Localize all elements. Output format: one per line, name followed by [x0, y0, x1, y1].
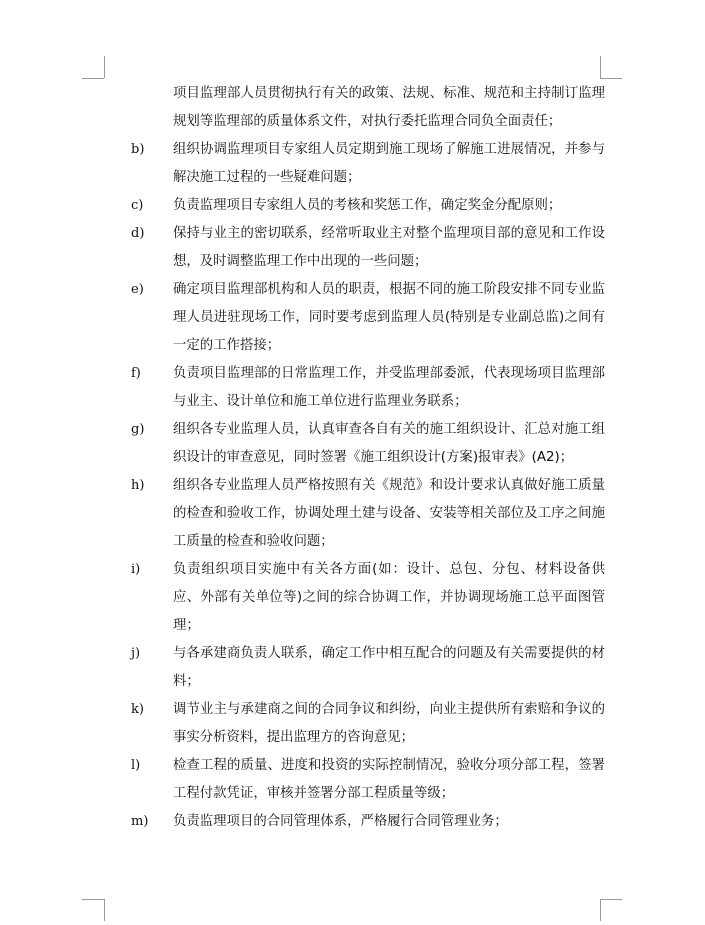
list-item-text: 负责项目监理部的日常监理工作，并受监理部委派，代表现场项目监理部与业主、设计单位和施工单位进行监理业务联系； — [173, 366, 605, 409]
continuation-paragraph — [0, 80, 705, 136]
paragraph-text: 项目监理部人员贯彻执行有关的政策、法规、标准、规范和主持制订监理规划等监理部的质量体系文件，对执行委托监理合同负全面责任； — [173, 86, 605, 129]
list-item-g — [0, 416, 705, 472]
list-item-text: 与各承建商负责人联系，确定工作中相互配合的问题及有关需要提供的材料； — [173, 646, 605, 689]
list-marker: i) — [131, 562, 141, 577]
list-item-text: 检查工程的质量、进度和投资的实际控制情况，验收分项分部工程，签署工程付款凭证，审核并签署分部工程质量等级； — [173, 758, 605, 801]
list-marker: k) — [131, 702, 144, 717]
list-marker: f) — [131, 366, 141, 381]
list-item-text: 保持与业主的密切联系，经常听取业主对整个监理项目部的意见和工作设想，及时调整监理工作中出现的一些问题； — [173, 226, 605, 269]
document-body — [0, 80, 705, 836]
list-marker: h) — [131, 478, 145, 493]
list-marker: m) — [131, 814, 149, 829]
list-marker: d) — [131, 226, 145, 241]
list-marker: g) — [131, 422, 145, 437]
list-item-c — [0, 192, 705, 220]
list-item-text: 组织各专业监理人员严格按照有关《规范》和设计要求认真做好施工质量的检查和验收工作，协调处理土建与设备、安装等相关部位及工序之间施工质量的检查和验收问题； — [173, 478, 605, 549]
list-item-text: 确定项目监理部机构和人员的职责，根据不同的施工阶段安排不同专业监理人员进驻现场工作，同时要考虑到监理人员(特别是专业副总监)之间有一定的工作搭接； — [173, 282, 605, 353]
list-item-text: 负责监理项目的合同管理体系，严格履行合同管理业务； — [173, 814, 508, 829]
list-item-text: 负责监理项目专家组人员的考核和奖惩工作，确定奖金分配原则； — [173, 198, 562, 213]
list-marker: e) — [131, 282, 144, 297]
list-item-f — [0, 360, 705, 416]
list-item-d — [0, 220, 705, 276]
list-item-m — [0, 808, 705, 836]
list-item-e — [0, 276, 705, 360]
list-marker: c) — [131, 198, 144, 213]
list-marker: b) — [131, 142, 145, 157]
list-item-l — [0, 752, 705, 808]
list-item-k — [0, 696, 705, 752]
list-item-text: 负责组织项目实施中有关各方面(如：设计、总包、分包、材料设备供应、外部有关单位等)之间的综合协调工作，并协调现场施工总平面图管理； — [173, 562, 605, 633]
list-item-j — [0, 640, 705, 696]
list-marker: j) — [131, 646, 141, 661]
list-item-h — [0, 472, 705, 556]
list-item-b — [0, 136, 705, 192]
list-item-text: 组织协调监理项目专家组人员定期到施工现场了解施工进展情况，并参与解决施工过程的一些疑难问题； — [173, 142, 605, 185]
list-item-text: 调节业主与承建商之间的合同争议和纠纷，向业主提供所有索赔和争议的事实分析资料，提出监理方的咨询意见； — [173, 702, 605, 745]
list-marker: l) — [131, 758, 141, 773]
list-item-i — [0, 556, 705, 640]
list-item-text: 组织各专业监理人员，认真审查各自有关的施工组织设计、汇总对施工组织设计的审查意见，同时签署《施工组织设计(方案)报审表》(A2)； — [173, 422, 605, 465]
